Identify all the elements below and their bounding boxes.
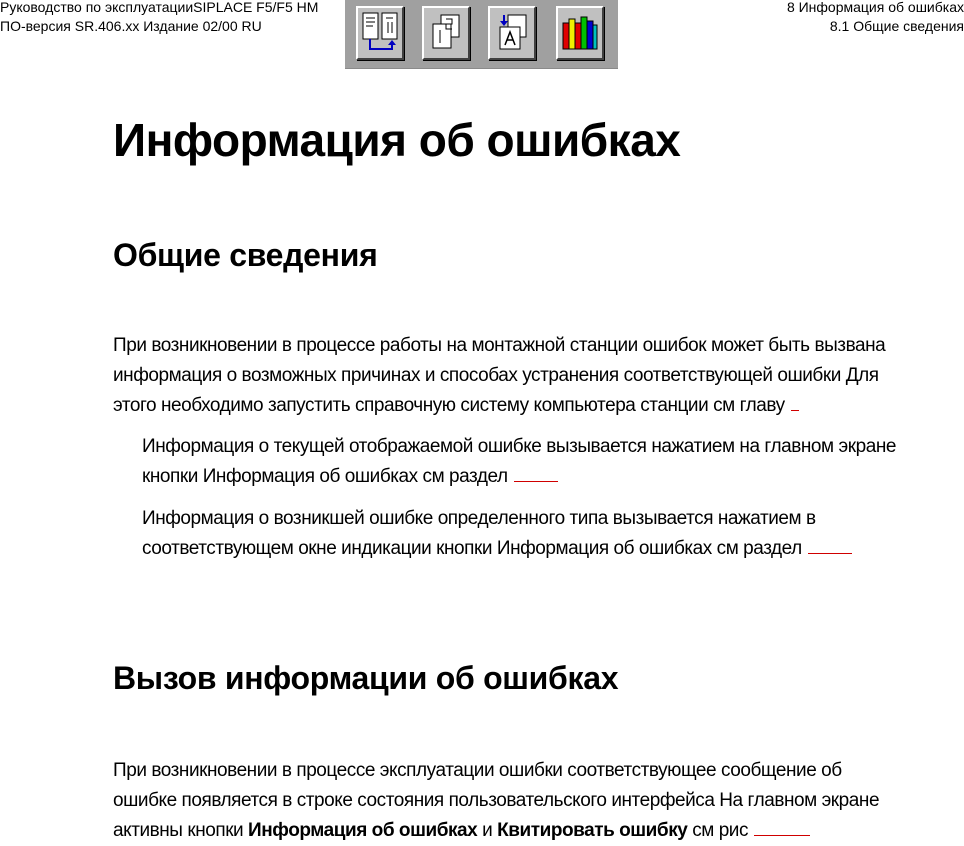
text-fragment: см рис: [687, 820, 749, 841]
page-index-button[interactable]: [422, 6, 470, 60]
list-item-current-error: [142, 432, 896, 492]
calling-info-paragraph: [113, 756, 879, 846]
section-reference-link[interactable]: [808, 536, 852, 554]
search-index-icon: [492, 11, 532, 55]
search-index-button[interactable]: [488, 6, 536, 60]
page-index-icon: [426, 11, 466, 55]
running-header-left: [0, 0, 318, 36]
text-line: Информация о возникшей ошибке определенного типа вызывается нажатием в: [142, 508, 816, 529]
manual-title: Руководство по эксплуатацииSIPLACE F5/F5 HM: [0, 0, 319, 15]
running-header-right: [787, 0, 964, 36]
text-line: кнопки Информация об ошибках см раздел: [142, 466, 508, 487]
figure-reference-link[interactable]: [754, 818, 810, 836]
text-fragment: и: [477, 820, 498, 841]
library-button[interactable]: [556, 6, 604, 60]
text-line: При возникновении в процессе эксплуатации ошибки соответствующее сообщение об: [113, 760, 842, 781]
section-label: 8.1 Общие сведения: [829, 18, 964, 34]
text-line: Информация о текущей отображаемой ошибке вызывается нажатием на главном экране: [142, 436, 896, 457]
acknowledge-error-button-name: Квитировать ошибку: [497, 820, 688, 841]
chapter-reference-link[interactable]: [791, 393, 799, 411]
software-version: ПО-версия SR.406.xx Издание 02/00 RU: [0, 18, 262, 34]
text-line: При возникновении в процессе работы на монтажной станции ошибок может быть вызвана: [113, 335, 886, 356]
intro-paragraph: [113, 331, 885, 421]
contents-button[interactable]: [356, 6, 404, 60]
text-line: информация о возможных причинах и способах устранения соответствующей ошибки Для: [113, 365, 879, 386]
text-line: этого необходимо запустить справочную систему компьютера станции см главу: [113, 395, 785, 416]
chapter-label: 8 Информация об ошибках: [786, 0, 964, 15]
section-reference-link[interactable]: [514, 464, 558, 482]
list-item-error-type: [142, 504, 852, 564]
contents-icon: [360, 11, 400, 55]
error-info-button-name: Информация об ошибках: [248, 820, 478, 841]
page-title: Информация об ошибках: [113, 114, 681, 166]
text-line: ошибке появляется в строке состояния пользовательского интерфейса На главном экране: [113, 790, 880, 811]
section-heading-general: Общие сведения: [113, 237, 378, 273]
navigation-toolbar: [345, 0, 618, 69]
section-heading-calling-info: Вызов информации об ошибках: [113, 660, 619, 696]
text-line: соответствующем окне индикации кнопки Информация об ошибках см раздел: [142, 538, 802, 559]
text-fragment: активны кнопки: [113, 820, 249, 841]
library-icon: [560, 11, 600, 55]
